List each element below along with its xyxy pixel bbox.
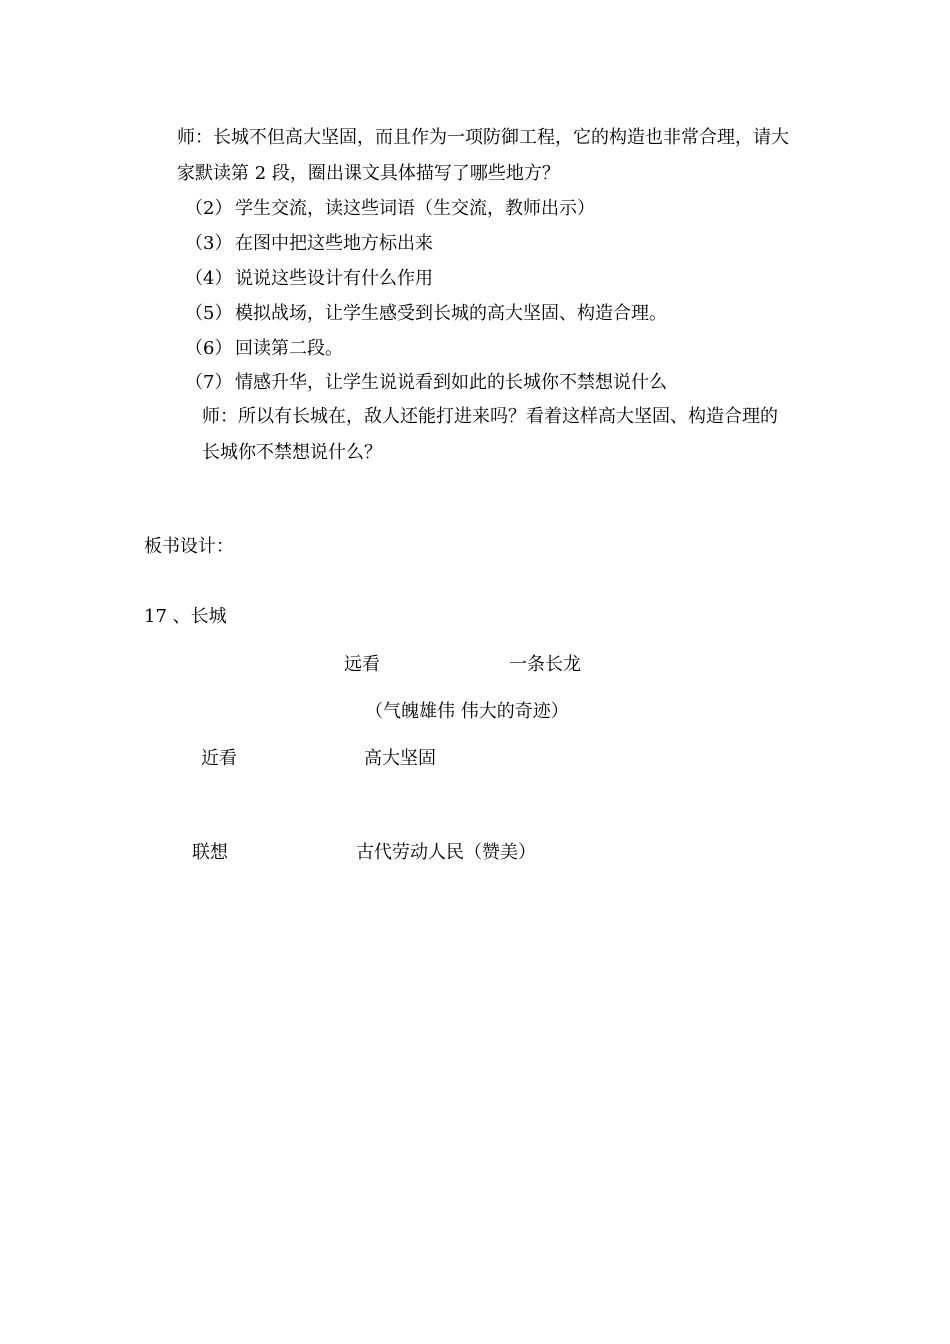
far-look-label: 远看 (344, 654, 380, 675)
imagine-label: 联想 (192, 842, 228, 863)
step-text: 说说这些设计有什么作用 (235, 268, 433, 289)
near-look-label: 近看 (201, 748, 237, 769)
step-number: （4） (185, 268, 233, 289)
step-item (185, 197, 595, 221)
step-item (185, 337, 343, 361)
step-item (185, 232, 433, 256)
step-text: 学生交流，读这些词语（生交流，教师出示） (235, 198, 595, 219)
step-number: （2） (185, 198, 233, 219)
teacher-paragraph-1-line-1: 师：长城不但高大坚固，而且作为一项防御工程，它的构造也非常合理，请大 (177, 127, 789, 148)
imagine-value: 古代劳动人民（赞美） (356, 842, 536, 863)
step-number: （3） (185, 233, 233, 254)
teacher-paragraph-1-line-2: 家默读第 2 段，圈出课文具体描写了哪些地方？ (177, 163, 560, 184)
teacher-paragraph-2-line-1: 师：所以有长城在，敌人还能打进来吗？看着这样高大坚固、构造合理的 (202, 406, 778, 427)
step-item (185, 371, 667, 395)
step-text: 回读第二段。 (235, 338, 343, 359)
step-number: （7） (185, 372, 233, 393)
step-item (185, 267, 433, 291)
lesson-title: 17 、长城 (144, 606, 227, 627)
step-item (185, 302, 667, 326)
step-text: 模拟战场，让学生感受到长城的高大坚固、构造合理。 (235, 303, 667, 324)
step-number: （5） (185, 303, 233, 324)
step-text: 情感升华，让学生说说看到如此的长城你不禁想说什么 (235, 372, 667, 393)
teacher-paragraph-2-line-2: 长城你不禁想说什么？ (202, 442, 382, 463)
far-look-value: 一条长龙 (509, 654, 581, 675)
step-text: 在图中把这些地方标出来 (235, 233, 433, 254)
step-number: （6） (185, 338, 233, 359)
board-design-heading: 板书设计： (144, 536, 234, 557)
near-look-value: 高大坚固 (364, 748, 436, 769)
far-look-note: （气魄雄伟 伟大的奇迹） (365, 701, 569, 722)
